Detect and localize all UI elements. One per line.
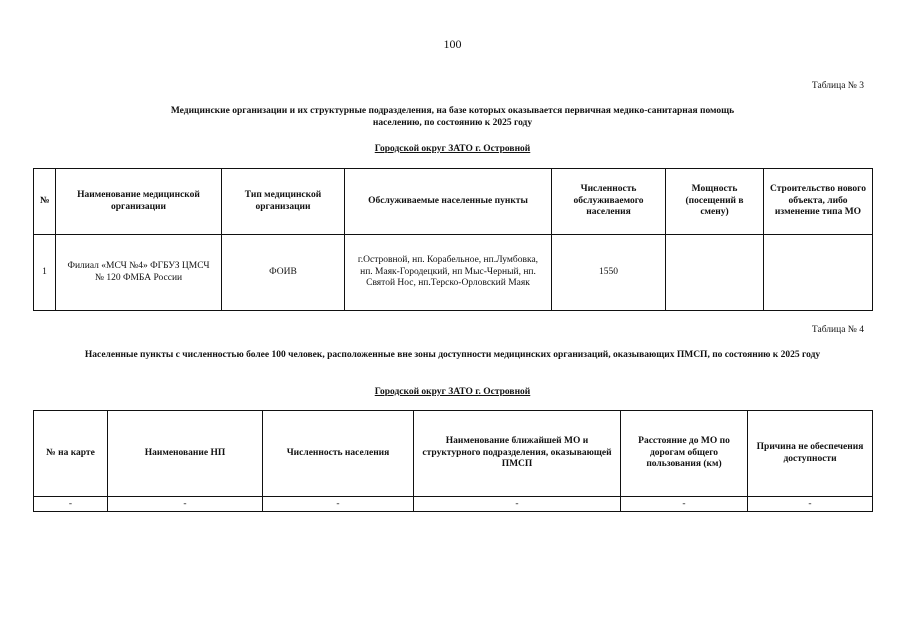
- table4-district: Городской округ ЗАТО г. Островной: [374, 387, 531, 397]
- table4-header-cell: Наименование НП: [108, 411, 263, 497]
- table3-cell: 1550: [552, 235, 666, 311]
- table3-header-cell: №: [34, 169, 56, 235]
- table3-cell: 1: [34, 235, 56, 311]
- table-row: [34, 235, 873, 311]
- table3-cell: г.Островной, нп. Корабельное, нп.Лумбовка, нп. Маяк-Городецкий, нп Мыс-Черный, нп. Святой Нос, нп.Терско-Орловский Маяк: [345, 235, 552, 311]
- table4-cell: -: [263, 497, 414, 512]
- table4-header-row: [34, 411, 873, 497]
- table3-district: Городской округ ЗАТО г. Островной: [374, 144, 531, 154]
- table4: [33, 410, 873, 512]
- table3-caption: Таблица № 3: [811, 81, 864, 91]
- table3-title: Медицинские организации и их структурные подразделения, на базе которых оказывается первичная медико-санитарная помощь населению, по состоянию к 2025 году: [170, 106, 735, 128]
- table4-caption: Таблица № 4: [811, 325, 864, 335]
- table4-header-cell: Численность населения: [263, 411, 414, 497]
- table3-header-cell: Тип медицинской организации: [222, 169, 345, 235]
- table4-header-cell: Расстояние до МО по дорогам общего пользования (км): [621, 411, 748, 497]
- table4-header-cell: Причина не обеспечения доступности: [748, 411, 873, 497]
- table4-cell: -: [748, 497, 873, 512]
- table3-cell: ФОИВ: [222, 235, 345, 311]
- table4-cell: -: [34, 497, 108, 512]
- table4-cell: -: [414, 497, 621, 512]
- table3-header-cell: Численность обслуживаемого населения: [552, 169, 666, 235]
- table3-header-cell: Наименование медицинской организации: [56, 169, 222, 235]
- table3: [33, 168, 873, 311]
- page-number: 100: [443, 37, 462, 51]
- table4-title: Населенные пункты с численностью более 100 человек, расположенные вне зоны доступности медицинских организаций, оказывающих ПМСП, по состоянию к 2025 году: [84, 350, 821, 360]
- table3-cell: Филиал «МСЧ №4» ФГБУЗ ЦМСЧ № 120 ФМБА России: [56, 235, 222, 311]
- table3-header-cell: Мощность (посещений в смену): [666, 169, 764, 235]
- table4-header-cell: Наименование ближайшей МО и структурного подразделения, оказывающей ПМСП: [414, 411, 621, 497]
- table3-header-cell: Обслуживаемые населенные пункты: [345, 169, 552, 235]
- table3-cell: [764, 235, 873, 311]
- table3-cell: [666, 235, 764, 311]
- table3-header-row: [34, 169, 873, 235]
- table-row: [34, 497, 873, 512]
- table4-cell: -: [108, 497, 263, 512]
- table4-cell: -: [621, 497, 748, 512]
- table4-header-cell: № на карте: [34, 411, 108, 497]
- table3-header-cell: Строительство нового объекта, либо изменение типа МО: [764, 169, 873, 235]
